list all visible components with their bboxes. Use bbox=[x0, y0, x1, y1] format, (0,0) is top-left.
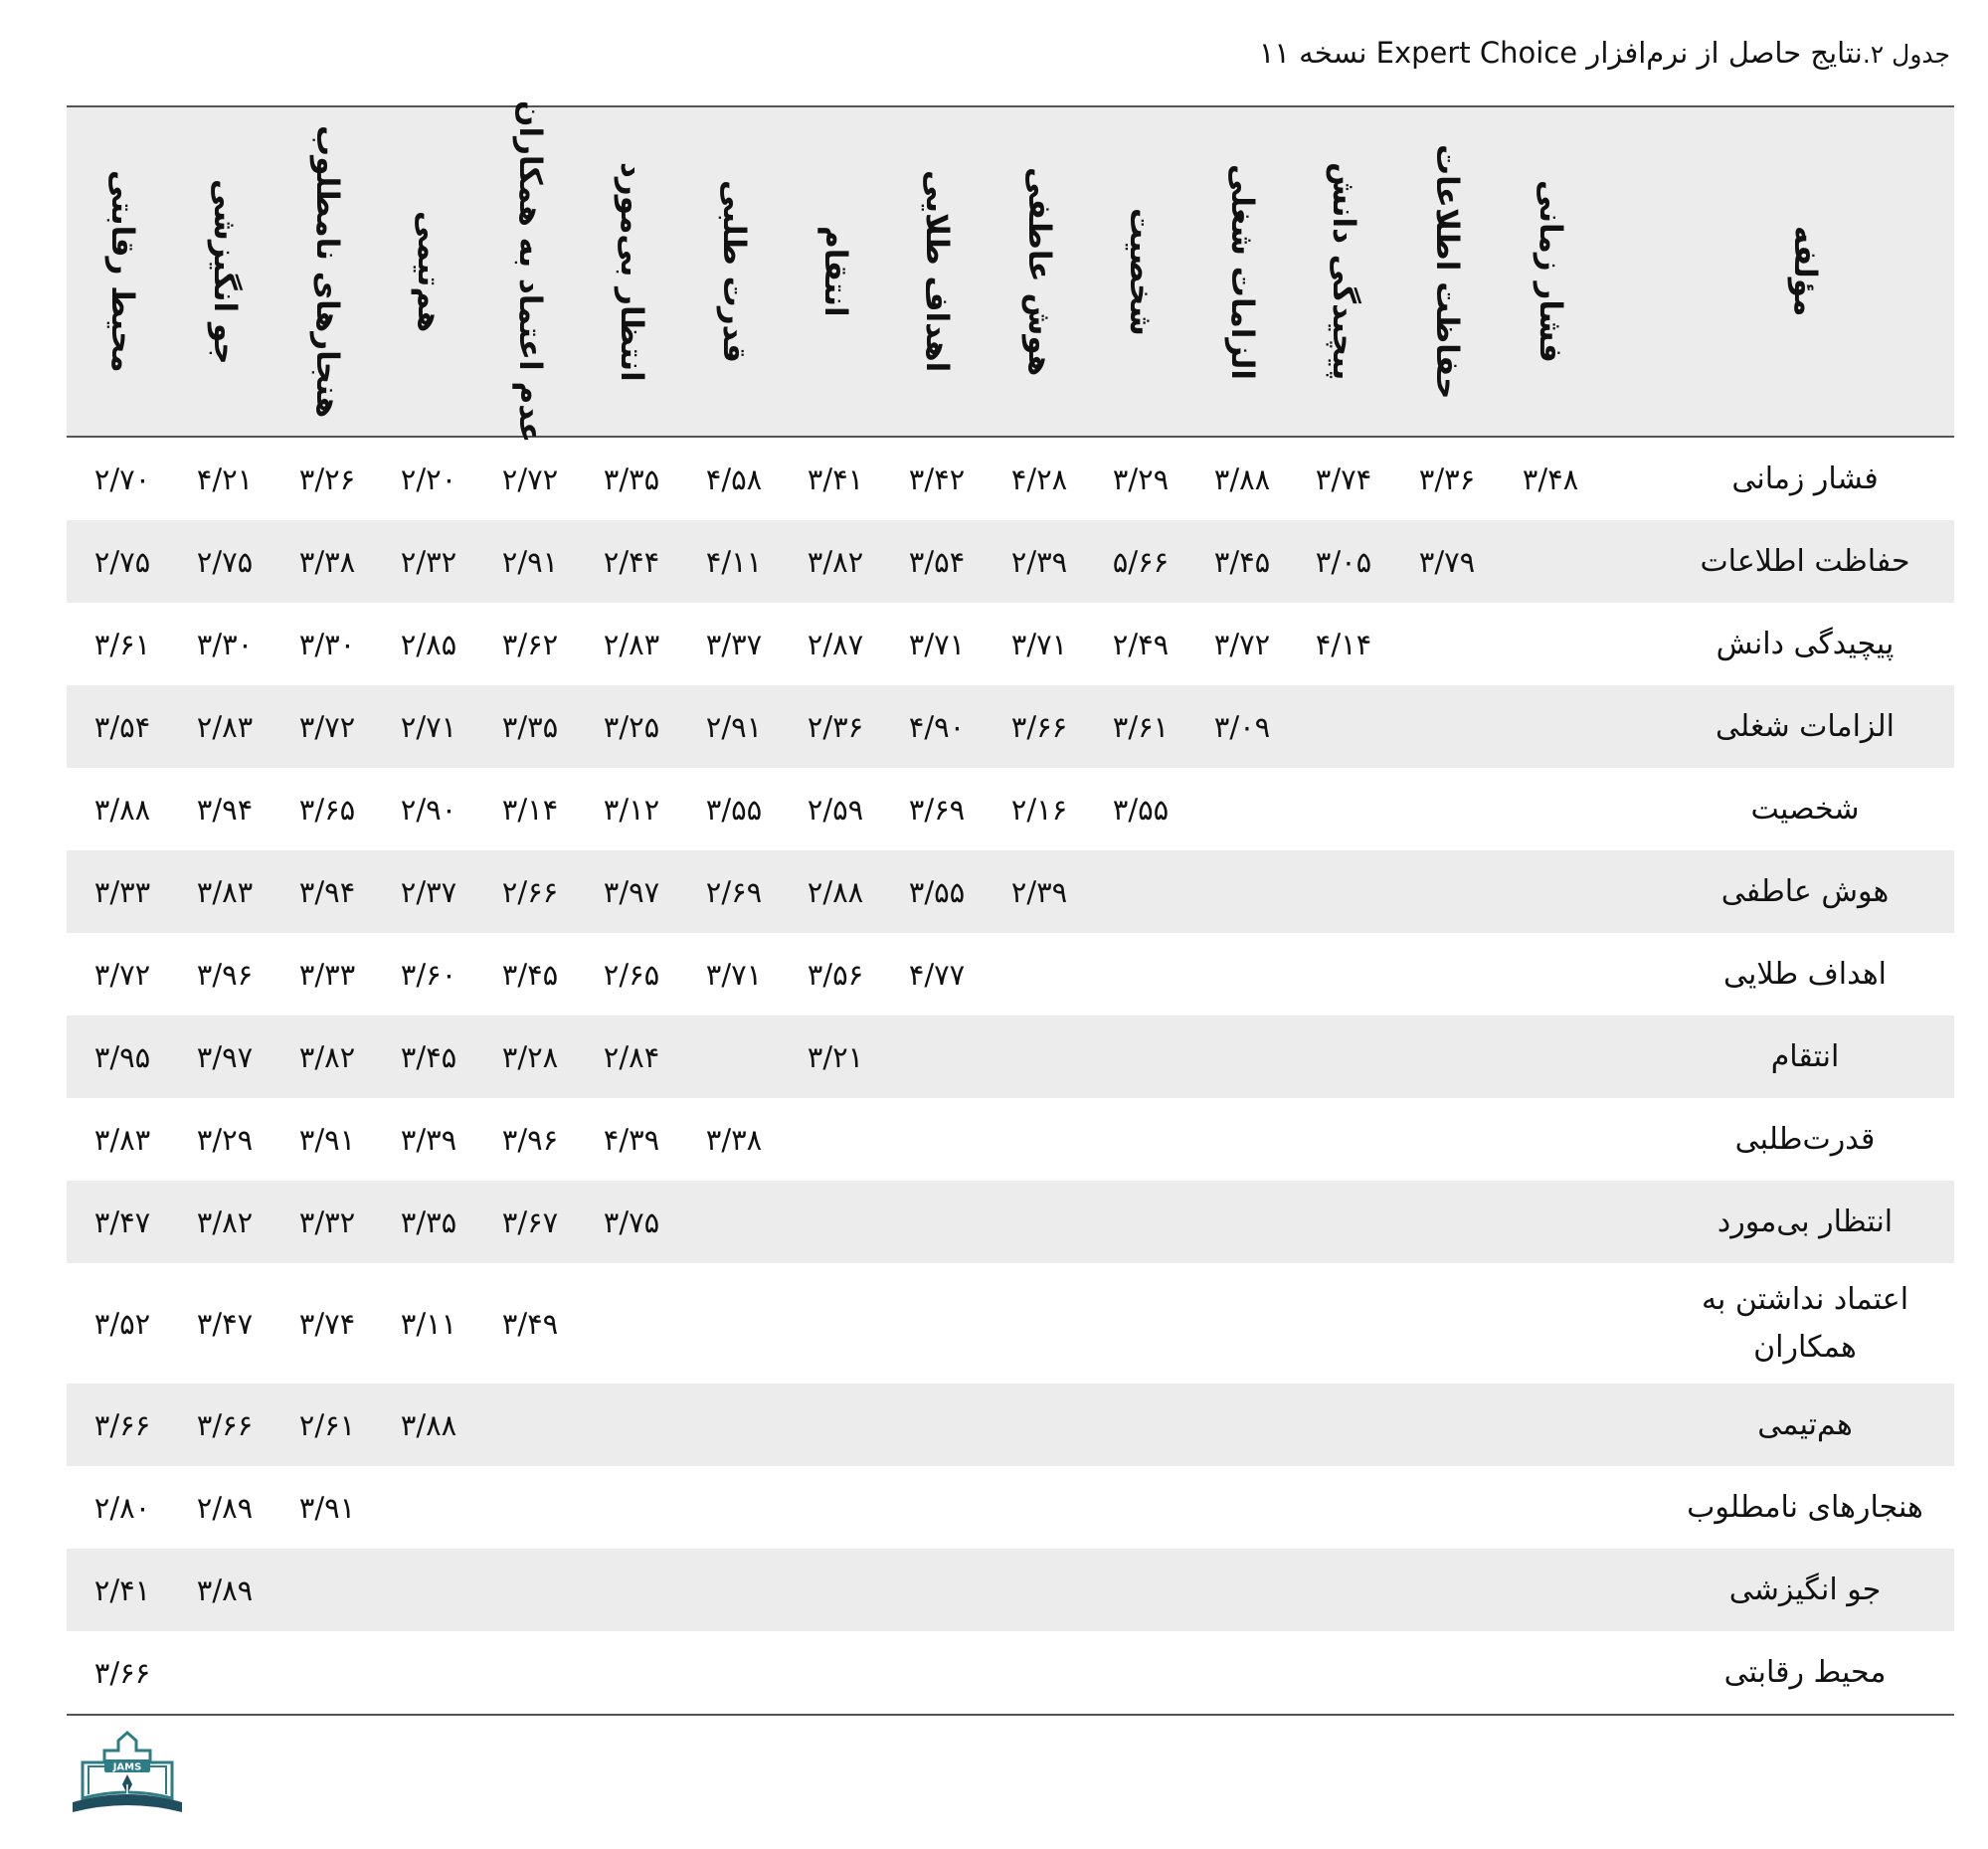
table-cell: ۲/۷۵ bbox=[196, 544, 254, 579]
table-row bbox=[67, 1016, 1954, 1098]
table-cell: ۳/۶۱ bbox=[93, 627, 151, 661]
table-cell: ۳/۶۹ bbox=[908, 792, 966, 827]
header-cell bbox=[1088, 107, 1194, 436]
table-cell: ۳/۸۲ bbox=[807, 544, 864, 579]
header-cell bbox=[172, 107, 278, 436]
table-cell: ۳/۱۱ bbox=[400, 1306, 457, 1341]
row-label: اعتماد نداشتن به همکاران bbox=[1701, 1281, 1909, 1365]
table-cell: ۳/۶۶ bbox=[1010, 709, 1068, 744]
table-cell: ۳/۴۵ bbox=[400, 1039, 457, 1074]
header-label: هوش عاطفی bbox=[1021, 166, 1057, 377]
table-cell: ۳/۷۱ bbox=[1010, 627, 1068, 661]
table-cell: ۳/۵۵ bbox=[705, 792, 763, 827]
table-body bbox=[67, 438, 1954, 1714]
table-cell: ۳/۳۶ bbox=[1418, 462, 1476, 496]
table-cell: ۳/۷۹ bbox=[1418, 544, 1476, 579]
header-cell bbox=[376, 107, 482, 436]
header-label: حفاظت اطلاعات bbox=[1429, 143, 1465, 400]
table-cell: ۲/۳۹ bbox=[1010, 544, 1068, 579]
table-cell: ۲/۷۵ bbox=[93, 544, 151, 579]
table-row bbox=[67, 768, 1954, 850]
table-cell: ۳/۲۶ bbox=[298, 462, 356, 496]
table-cell: ۳/۹۷ bbox=[196, 1039, 254, 1074]
row-label: انتقام bbox=[1770, 1038, 1840, 1074]
table-cell: ۳/۹۱ bbox=[298, 1490, 356, 1525]
table-cell: ۴/۹۰ bbox=[908, 709, 966, 744]
table-cell: ۳/۴۷ bbox=[196, 1306, 254, 1341]
table-cell: ۳/۷۴ bbox=[298, 1306, 356, 1341]
table-cell: ۴/۵۸ bbox=[705, 462, 763, 496]
table-cell: ۳/۳۲ bbox=[298, 1204, 356, 1239]
table-cell: ۲/۶۱ bbox=[298, 1407, 356, 1442]
table-cell: ۲/۸۰ bbox=[93, 1490, 151, 1525]
table-cell: ۴/۲۸ bbox=[1010, 462, 1068, 496]
table-cell: ۳/۴۹ bbox=[501, 1306, 559, 1341]
header-cell bbox=[884, 107, 991, 436]
header-cell bbox=[1291, 107, 1397, 436]
table-cell: ۳/۲۸ bbox=[501, 1039, 559, 1074]
header-label: فشار زمانی bbox=[1533, 180, 1568, 363]
table-row bbox=[67, 438, 1954, 520]
table-cell: ۳/۸۸ bbox=[93, 792, 151, 827]
row-label: محیط رقابتی bbox=[1723, 1654, 1887, 1690]
table-cell: ۳/۳۵ bbox=[603, 462, 660, 496]
header-cell bbox=[1394, 107, 1501, 436]
table-cell: ۳/۹۶ bbox=[501, 1122, 559, 1157]
table-cell: ۳/۶۷ bbox=[501, 1204, 559, 1239]
table-cell: ۲/۷۰ bbox=[93, 462, 151, 496]
table-cell: ۳/۵۴ bbox=[93, 709, 151, 744]
table-cell: ۳/۹۵ bbox=[93, 1039, 151, 1074]
table-cell: ۳/۲۹ bbox=[1112, 462, 1170, 496]
table-cell: ۳/۹۴ bbox=[196, 792, 254, 827]
header-label: اهداف طلایی bbox=[919, 170, 955, 373]
table-cell: ۳/۹۶ bbox=[196, 957, 254, 992]
table-cell: ۳/۵۴ bbox=[908, 544, 966, 579]
table-cell: ۳/۹۷ bbox=[603, 874, 660, 909]
table-cell: ۲/۶۵ bbox=[603, 957, 660, 992]
caption-software: Expert Choice bbox=[1375, 36, 1578, 70]
table-cell: ۳/۴۷ bbox=[93, 1204, 151, 1239]
table-cell: ۳/۷۱ bbox=[908, 627, 966, 661]
table-cell: ۳/۶۵ bbox=[298, 792, 356, 827]
table-row bbox=[67, 1181, 1954, 1263]
table-cell: ۳/۴۵ bbox=[501, 957, 559, 992]
table-cell: ۳/۱۲ bbox=[603, 792, 660, 827]
header-label: انتظار بی‌مورد bbox=[614, 161, 649, 382]
table-cell: ۲/۸۳ bbox=[603, 627, 660, 661]
table-cell: ۳/۲۱ bbox=[807, 1039, 864, 1074]
table-cell: ۳/۹۴ bbox=[298, 874, 356, 909]
table-cell: ۳/۲۵ bbox=[603, 709, 660, 744]
table-cell: ۲/۶۹ bbox=[705, 874, 763, 909]
header-label: الزامات شغلی bbox=[1224, 163, 1260, 380]
table-cell: ۲/۵۹ bbox=[807, 792, 864, 827]
table-cell: ۲/۹۰ bbox=[400, 792, 457, 827]
row-label: شخصیت bbox=[1750, 791, 1860, 827]
table-cell: ۲/۷۲ bbox=[501, 462, 559, 496]
table-cell: ۳/۳۳ bbox=[93, 874, 151, 909]
table-cell: ۳/۵۵ bbox=[908, 874, 966, 909]
table-cell: ۲/۸۴ bbox=[603, 1039, 660, 1074]
row-label: فشار زمانی bbox=[1731, 461, 1879, 496]
table-row bbox=[67, 603, 1954, 685]
table-row bbox=[67, 1549, 1954, 1631]
table-cell: ۴/۱۱ bbox=[705, 544, 763, 579]
header-label: عدم اعتماد به همکاران bbox=[512, 99, 548, 444]
table-cell: ۳/۶۶ bbox=[196, 1407, 254, 1442]
table-cell: ۳/۸۸ bbox=[1213, 462, 1271, 496]
table-cell: ۳/۳۳ bbox=[298, 957, 356, 992]
header-label: محیط رقابتی bbox=[104, 170, 140, 373]
table-cell: ۳/۷۱ bbox=[705, 957, 763, 992]
table-cell: ۳/۹۱ bbox=[298, 1122, 356, 1157]
table-row bbox=[67, 1098, 1954, 1181]
table-cell: ۲/۲۰ bbox=[400, 462, 457, 496]
jams-logo bbox=[65, 1729, 190, 1824]
table-row bbox=[67, 1631, 1954, 1714]
table-cell: ۲/۶۶ bbox=[501, 874, 559, 909]
table-cell: ۴/۲۱ bbox=[196, 462, 254, 496]
header-cell bbox=[987, 107, 1093, 436]
table-cell: ۳/۳۷ bbox=[705, 627, 763, 661]
table-row bbox=[67, 933, 1954, 1016]
table-cell: ۳/۷۴ bbox=[1315, 462, 1372, 496]
table-cell: ۴/۳۹ bbox=[603, 1122, 660, 1157]
table-cell: ۳/۶۱ bbox=[1112, 709, 1170, 744]
table-cell: ۳/۶۶ bbox=[93, 1407, 151, 1442]
header-cell bbox=[274, 107, 381, 436]
results-table bbox=[67, 99, 1954, 1716]
table-cell: ۵/۶۶ bbox=[1112, 544, 1170, 579]
table-cell: ۳/۳۵ bbox=[501, 709, 559, 744]
row-label: حفاظت اطلاعات bbox=[1700, 543, 1910, 579]
header-label: قدرت طلبی bbox=[716, 180, 752, 363]
table-row bbox=[67, 1263, 1954, 1384]
header-cell bbox=[70, 107, 176, 436]
header-cell-component bbox=[1676, 107, 1934, 436]
caption-text-before: نتایج حاصل از نرم‌افزار bbox=[1577, 36, 1863, 70]
table-cell: ۳/۷۲ bbox=[298, 709, 356, 744]
row-label: پیچیدگی دانش bbox=[1716, 626, 1895, 661]
table-cell: ۲/۹۱ bbox=[501, 544, 559, 579]
row-label: جو انگیزشی bbox=[1728, 1572, 1882, 1607]
table-cell: ۳/۸۲ bbox=[298, 1039, 356, 1074]
table-cell: ۲/۸۵ bbox=[400, 627, 457, 661]
table-cell: ۳/۶۰ bbox=[400, 957, 457, 992]
table-cell: ۲/۴۴ bbox=[603, 544, 660, 579]
table-cell: ۲/۹۱ bbox=[705, 709, 763, 744]
row-label: الزامات شغلی bbox=[1716, 708, 1895, 744]
table-header-row bbox=[67, 99, 1954, 444]
caption-label: جدول ۲. bbox=[1862, 40, 1950, 69]
table-cell: ۲/۸۸ bbox=[807, 874, 864, 909]
table-cell: ۲/۸۳ bbox=[196, 709, 254, 744]
caption-text-after: نسخه ۱۱ bbox=[1258, 36, 1376, 70]
table-row bbox=[67, 1466, 1954, 1549]
table-cell: ۳/۸۲ bbox=[196, 1204, 254, 1239]
header-cell bbox=[681, 107, 788, 436]
table-row bbox=[67, 850, 1954, 933]
table-cell: ۲/۳۲ bbox=[400, 544, 457, 579]
table-cell: ۳/۳۸ bbox=[298, 544, 356, 579]
table-cell: ۲/۷۱ bbox=[400, 709, 457, 744]
table-cell: ۳/۱۴ bbox=[501, 792, 559, 827]
table-cell: ۴/۷۷ bbox=[908, 957, 966, 992]
header-cell bbox=[783, 107, 889, 436]
table-cell: ۳/۴۱ bbox=[807, 462, 864, 496]
table-row bbox=[67, 685, 1954, 768]
table-cell: ۳/۰۵ bbox=[1315, 544, 1372, 579]
header-label: جو انگیزشی bbox=[207, 178, 243, 365]
row-label: قدرت‌طلبی bbox=[1734, 1121, 1876, 1157]
table-cell: ۳/۸۳ bbox=[196, 874, 254, 909]
logo-text: JAMS bbox=[112, 1761, 142, 1773]
table-cell: ۳/۳۵ bbox=[400, 1204, 457, 1239]
table-cell: ۳/۳۹ bbox=[400, 1122, 457, 1157]
table-cell: ۲/۸۷ bbox=[807, 627, 864, 661]
table-cell: ۳/۸۸ bbox=[400, 1407, 457, 1442]
header-cell bbox=[579, 107, 685, 436]
header-label: هم‌تیمی bbox=[411, 210, 447, 333]
header-label: انتقام bbox=[817, 226, 853, 317]
header-label: پیچیدگی دانش bbox=[1326, 162, 1361, 381]
table-cell: ۳/۳۸ bbox=[705, 1122, 763, 1157]
table-cell: ۳/۴۲ bbox=[908, 462, 966, 496]
row-label: هنجارهای نامطلوب bbox=[1687, 1489, 1923, 1525]
row-label: انتظار بی‌مورد bbox=[1717, 1203, 1894, 1239]
header-cell bbox=[477, 99, 584, 444]
table-cell: ۳/۳۰ bbox=[298, 627, 356, 661]
table-cell: ۳/۳۰ bbox=[196, 627, 254, 661]
table-caption bbox=[359, 36, 1950, 70]
table-cell: ۲/۴۱ bbox=[93, 1572, 151, 1607]
header-cell bbox=[1498, 107, 1604, 436]
header-component-label: مؤلفه bbox=[1787, 226, 1823, 317]
table-cell: ۲/۴۹ bbox=[1112, 627, 1170, 661]
table-row bbox=[67, 520, 1954, 603]
row-label: هوش عاطفی bbox=[1720, 873, 1890, 909]
table-cell: ۳/۴۵ bbox=[1213, 544, 1271, 579]
table-row bbox=[67, 1384, 1954, 1466]
table-cell: ۳/۵۲ bbox=[93, 1306, 151, 1341]
table-cell: ۳/۶۲ bbox=[501, 627, 559, 661]
table-cell: ۳/۰۹ bbox=[1213, 709, 1271, 744]
table-cell: ۳/۶۶ bbox=[93, 1655, 151, 1690]
table-cell: ۳/۲۹ bbox=[196, 1122, 254, 1157]
table-cell: ۳/۴۸ bbox=[1522, 462, 1579, 496]
table-cell: ۳/۸۳ bbox=[93, 1122, 151, 1157]
row-label: هم‌تیمی bbox=[1757, 1406, 1853, 1442]
table-cell: ۲/۳۹ bbox=[1010, 874, 1068, 909]
table-cell: ۳/۵۵ bbox=[1112, 792, 1170, 827]
table-cell: ۴/۱۴ bbox=[1315, 627, 1372, 661]
header-label: شخصیت bbox=[1123, 207, 1159, 336]
table-cell: ۳/۷۵ bbox=[603, 1204, 660, 1239]
table-cell: ۳/۷۲ bbox=[1213, 627, 1271, 661]
table-cell: ۳/۸۹ bbox=[196, 1572, 254, 1607]
table-cell: ۲/۳۶ bbox=[807, 709, 864, 744]
table-cell: ۳/۷۲ bbox=[93, 957, 151, 992]
table-cell: ۲/۱۶ bbox=[1010, 792, 1068, 827]
table-cell: ۳/۵۶ bbox=[807, 957, 864, 992]
header-label: هنجارهای نامطلوب bbox=[309, 124, 345, 419]
header-cell bbox=[1189, 107, 1296, 436]
table-cell: ۲/۳۷ bbox=[400, 874, 457, 909]
row-label: اهداف طلایی bbox=[1723, 956, 1888, 992]
table-cell: ۲/۸۹ bbox=[196, 1490, 254, 1525]
